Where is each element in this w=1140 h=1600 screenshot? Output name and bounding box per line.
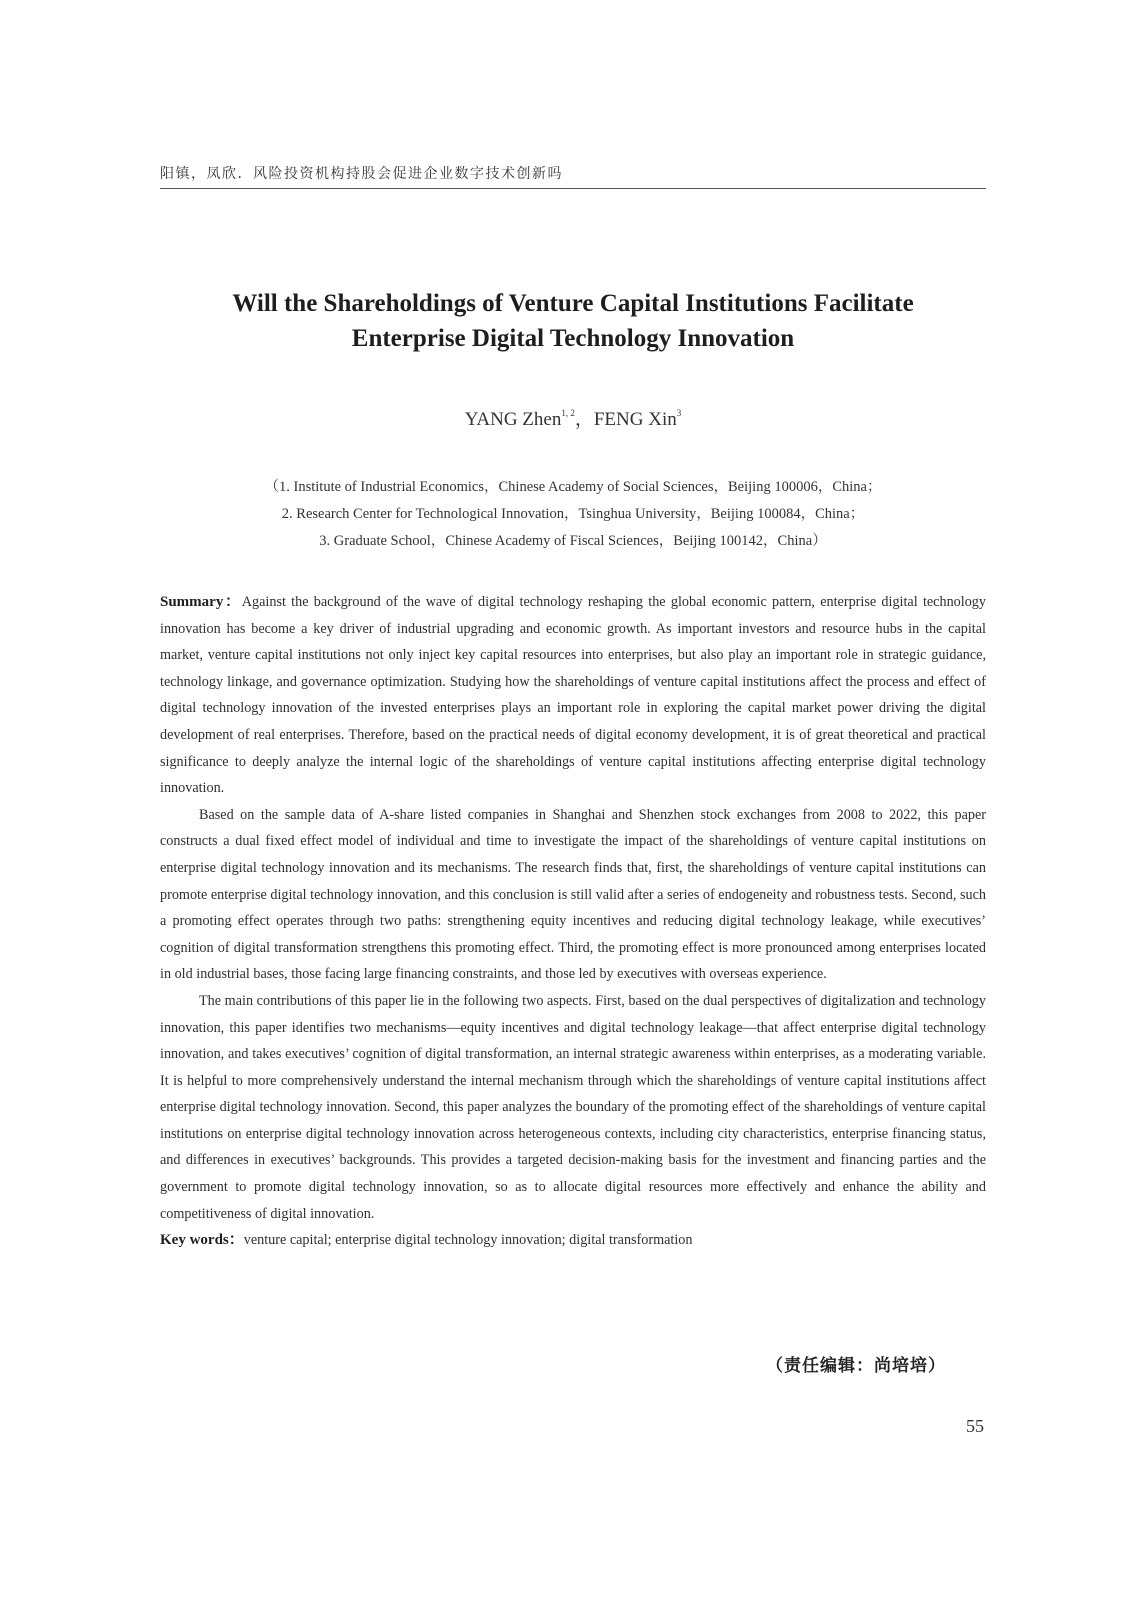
- affiliation-line: （1. Institute of Industrial Economics，Chinese Academy of Social Sciences，Beijing 100006，China；: [264, 479, 882, 495]
- summary-paragraph: [160, 589, 986, 802]
- summary-text: Against the background of the wave of digital technology reshaping the global economic pattern, enterprise digital technology innovation has become a key driver of industrial upgrading and economic growth. As important investors and resource hubs in the capital market, venture capital institutions not only inject key capital resources into enterprises, but also play an important role in strategic guidance, technology linkage, and governance optimization. Studying how the shareholdings of venture capital institutions affect the process and effect of digital technology innovation of the invested enterprises plays an important role in exploring the capital market power driving the digital development of real enterprises. Therefore, based on the practical needs of digital economy development, it is of great theoretical and practical significance to deeply analyze the internal logic of the shareholdings of venture capital institutions affecting enterprise digital technology innovation.: [160, 594, 986, 797]
- affiliation-line: 2. Research Center for Technological Innovation，Tsinghua University，Beijing 100084，China；: [281, 506, 865, 522]
- running-head: 阳镇，凤欣．风险投资机构持股会促进企业数字技术创新吗: [160, 166, 563, 182]
- page-number: 55: [966, 1416, 984, 1436]
- summary-paragraph: The main contributions of this paper lie in the following two aspects. First, based on the dual perspectives of digitalization and technology innovation, this paper identifies two mechanisms—equity incentives and digital technology leakage—that affect enterprise digital technology innovation, and takes executives’ cognition of digital transformation, an internal strategic awareness within enterprises, as a moderating variable. It is helpful to more comprehensively understand the internal mechanism through which the shareholdings of venture capital institutions affect enterprise digital technology innovation. Second, this paper analyzes the boundary of the promoting effect of the shareholdings of venture capital institutions on enterprise digital technology innovation across heterogeneous contexts, including city characteristics, enterprise financing status, and differences in executives’ backgrounds. This provides a targeted decision-making basis for the investment and financing parties and the government to promote digital technology innovation, so as to allocate digital resources more effectively and enhance the ability and competitiveness of digital innovation.: [160, 992, 986, 1222]
- affiliation-block: [160, 474, 986, 555]
- title-line-2: Enterprise Digital Technology Innovation: [351, 325, 795, 352]
- author-separator: ，: [574, 409, 594, 430]
- keywords: [160, 1227, 986, 1254]
- summary-label: Summary：: [160, 594, 242, 610]
- affiliation-line: 3. Graduate School，Chinese Academy of Fiscal Sciences，Beijing 100142，China）: [319, 533, 827, 549]
- author-name: FENG Xin: [593, 409, 677, 430]
- title-line-1: Will the Shareholdings of Venture Capital Institutions Facilitate: [232, 290, 914, 317]
- abstract: [160, 589, 986, 1254]
- author-affiliation-mark: 1, 2: [561, 408, 575, 418]
- author-name: YANG Zhen: [464, 409, 562, 430]
- author-affiliation-mark: 3: [676, 408, 682, 418]
- keywords-text: venture capital; enterprise digital technology innovation; digital transformation: [243, 1232, 693, 1249]
- keywords-label: Key words：: [160, 1232, 244, 1249]
- paper-title: [160, 286, 986, 356]
- summary-paragraph: Based on the sample data of A-share listed companies in Shanghai and Shenzhen stock exchanges from 2008 to 2022, this paper constructs a dual fixed effect model of individual and time to investigate the impact of the shareholdings of venture capital institutions on enterprise digital technology innovation and its mechanisms. The research finds that, first, the shareholdings of venture capital institutions can promote enterprise digital technology innovation, and this conclusion is still valid after a series of endogeneity and robustness tests. Second, such a promoting effect operates through two paths: strengthening equity incentives and reducing digital technology leakage, while executives’ cognition of digital transformation strengthens this promoting effect. Third, the promoting effect is more pronounced among enterprises located in old industrial bases, those facing large financing constraints, and those led by executives with overseas experience.: [160, 806, 986, 983]
- author-list: [160, 404, 986, 431]
- responsible-editor: （责任编辑：尚培培）: [766, 1356, 946, 1376]
- header-rule: [160, 188, 986, 189]
